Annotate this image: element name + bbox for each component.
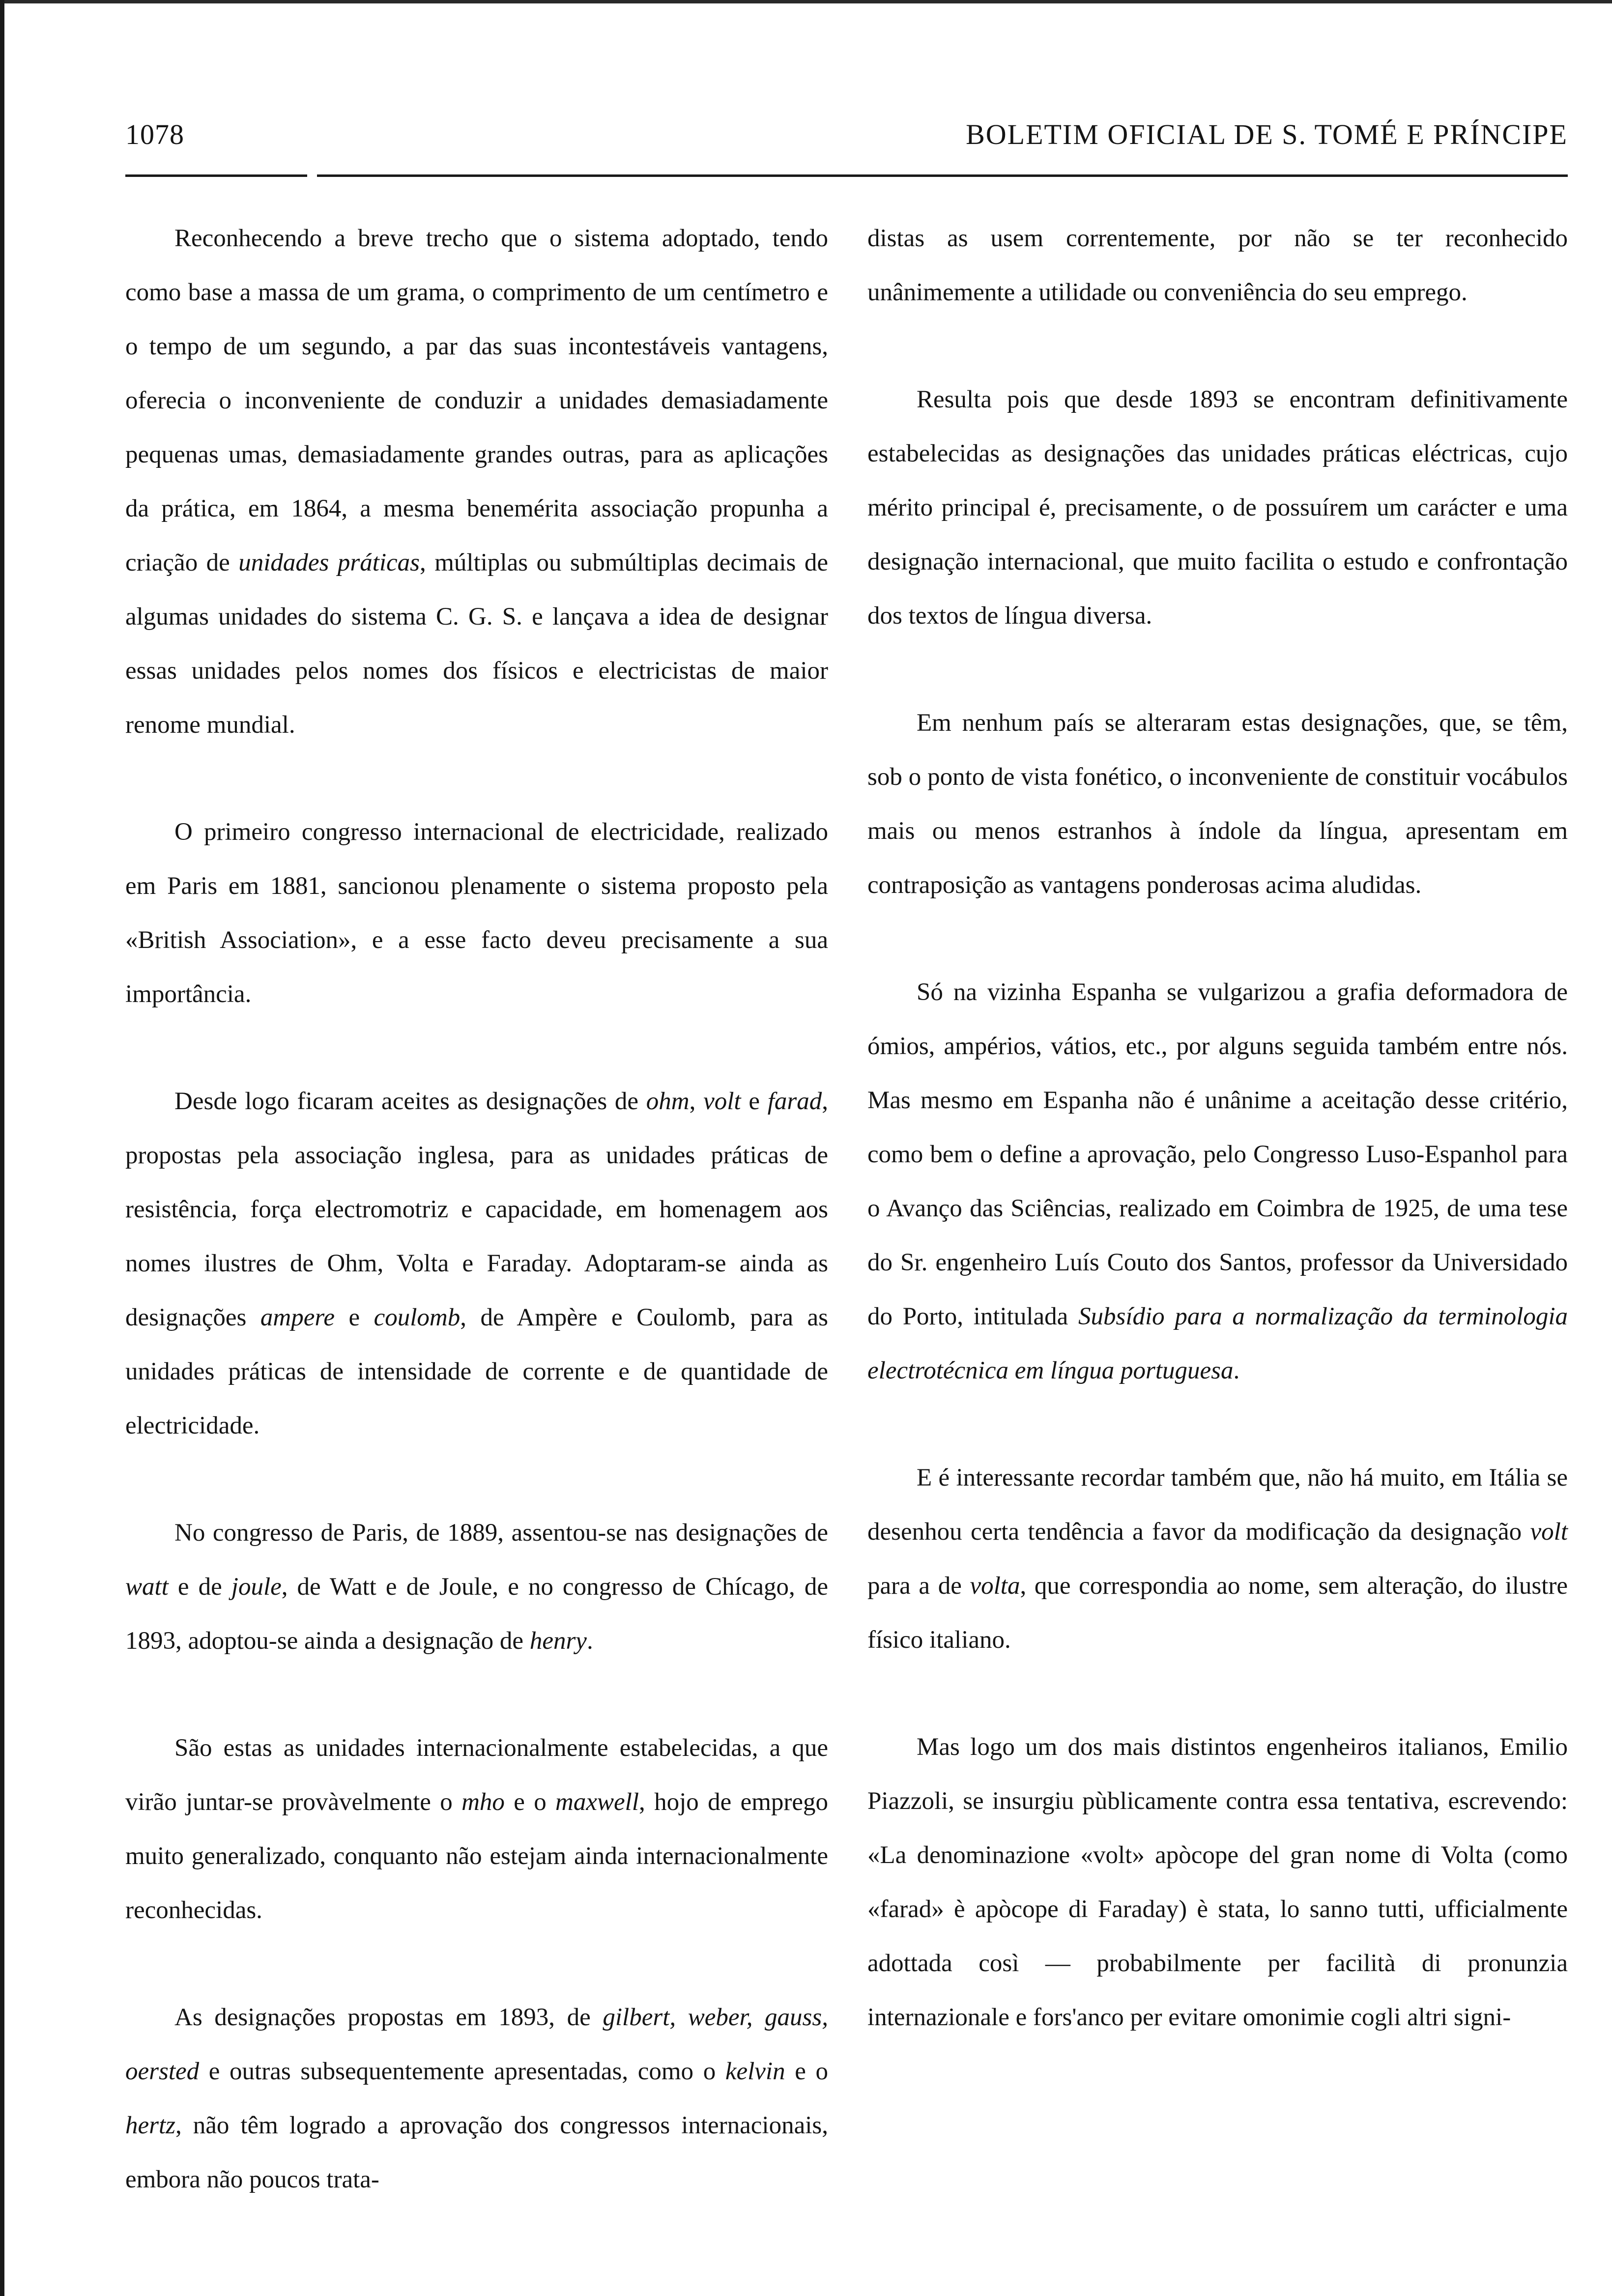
paragraph: O primeiro congresso internacional de electricidade, realizado em Paris em 1881, sancionou plenamente o sistema proposto pela «British Association», e a esse facto deveu precisamente a sua importância. bbox=[125, 818, 828, 1008]
publication-title: BOLETIM OFICIAL DE S. TOMÉ E PRÍNCIPE bbox=[966, 118, 1568, 150]
paragraph: Mas logo um dos mais distintos engenheiros italianos, Emilio Piazzoli, se insurgiu pùblicamente contra essa tentativa, escrevendo: «La denominazione «volt» apòcope del gran nome di Volta (como «farad» è apòcope di Faraday) è stata, lo sanno tutti, ufficialmente adottada così — probabilmente per facilità di pronunzia internazionale e fors'anco per evitare omonimie cogli altri signi- bbox=[867, 1733, 1568, 2031]
left-column bbox=[125, 211, 828, 2260]
header-rule-right bbox=[317, 174, 1568, 177]
paragraph: Resulta pois que desde 1893 se encontram definitivamente estabelecidas as designações das unidades práticas eléctricas, cujo mérito principal é, precisamente, o de possuírem um carácter e uma designação internacional, que muito facilita o estudo e confrontação dos textos de língua diversa. bbox=[867, 386, 1568, 630]
paragraph: Desde logo ficaram aceites as designações de ohm, volt e farad, propostas pela associação inglesa, para as unidades práticas de resistência, força electromotriz e capacidade, em homenagem aos nomes ilustres de Ohm, Volta e Faraday. Adoptaram-se ainda as designações ampere e coulomb, de Ampère e Coulomb, para as unidades práticas de intensidade de corrente e de quantidade de electricidade. bbox=[125, 1088, 829, 1439]
paragraph: As designações propostas em 1893, de gilbert, weber, gauss, oersted e outras subsequentemente apresentadas, como o kelvin e o hertz, não têm logrado a aprovação dos congressos internacionais, embora não poucos trata- bbox=[125, 2004, 829, 2193]
page-number: 1078 bbox=[125, 118, 184, 150]
top-border bbox=[0, 0, 1612, 3]
paragraph: Só na vizinha Espanha se vulgarizou a grafia deformadora de ómios, ampérios, vátios, etc., por alguns seguida também entre nós. Mas mesmo em Espanha não é unânime a aceitação desse critério, como bem o define a aprovação, pelo Congresso Luso-Espanhol para o Avanço das Sciências, realizado em Coimbra de 1925, de uma tese do Sr. engenheiro Luís Couto dos Santos, professor da Universidado do Porto, intitulada Subsídio para a normalização da terminologia electrotécnica em língua portuguesa. bbox=[867, 978, 1568, 1384]
paragraph: distas as usem correntemente, por não se ter reconhecido unânimemente a utilidade ou conveniência do seu emprego. bbox=[867, 225, 1568, 306]
header-rule-left bbox=[125, 174, 307, 177]
paragraph: Em nenhum país se alteraram estas designações, que, se têm, sob o ponto de vista fonético, o inconveniente de constituir vocábulos mais ou menos estranhos à índole da língua, apresentam em contraposição as vantagens ponderosas acima aludidas. bbox=[867, 709, 1568, 899]
paragraph: No congresso de Paris, de 1889, assentou-se nas designações de watt e de joule, de Watt e de Joule, e no congresso de Chícago, de 1893, adoptou-se ainda a designação de henry. bbox=[125, 1519, 828, 1655]
page-header bbox=[125, 118, 1568, 167]
left-border bbox=[0, 0, 4, 2296]
right-column bbox=[867, 211, 1568, 2097]
paragraph: São estas as unidades internacionalmente estabelecidas, a que virão juntar-se provàvelmente o mho e o maxwell, hojo de emprego muito generalizado, conquanto não estejam ainda internacionalmente reconhecidas. bbox=[125, 1734, 828, 1924]
paragraph: E é interessante recordar também que, não há muito, em Itália se desenhou certa tendência a favor da modificação da designação volt para a de volta, que correspondia ao nome, sem alteração, do ilustre físico italiano. bbox=[867, 1464, 1568, 1654]
paragraph: Reconhecendo a breve trecho que o sistema adoptado, tendo como base a massa de um grama, o comprimento de um centímetro e o tempo de um segundo, a par das suas incontestáveis vantagens, oferecia o inconveniente de conduzir a unidades demasiadamente pequenas umas, demasiadamente grandes outras, para as aplicações da prática, em 1864, a mesma benemérita associação propunha a criação de unidades práticas, múltiplas ou submúltiplas decimais de algumas unidades do sistema C. G. S. e lançava a idea de designar essas unidades pelos nomes dos físicos e electricistas de maior renome mundial. bbox=[125, 225, 828, 739]
